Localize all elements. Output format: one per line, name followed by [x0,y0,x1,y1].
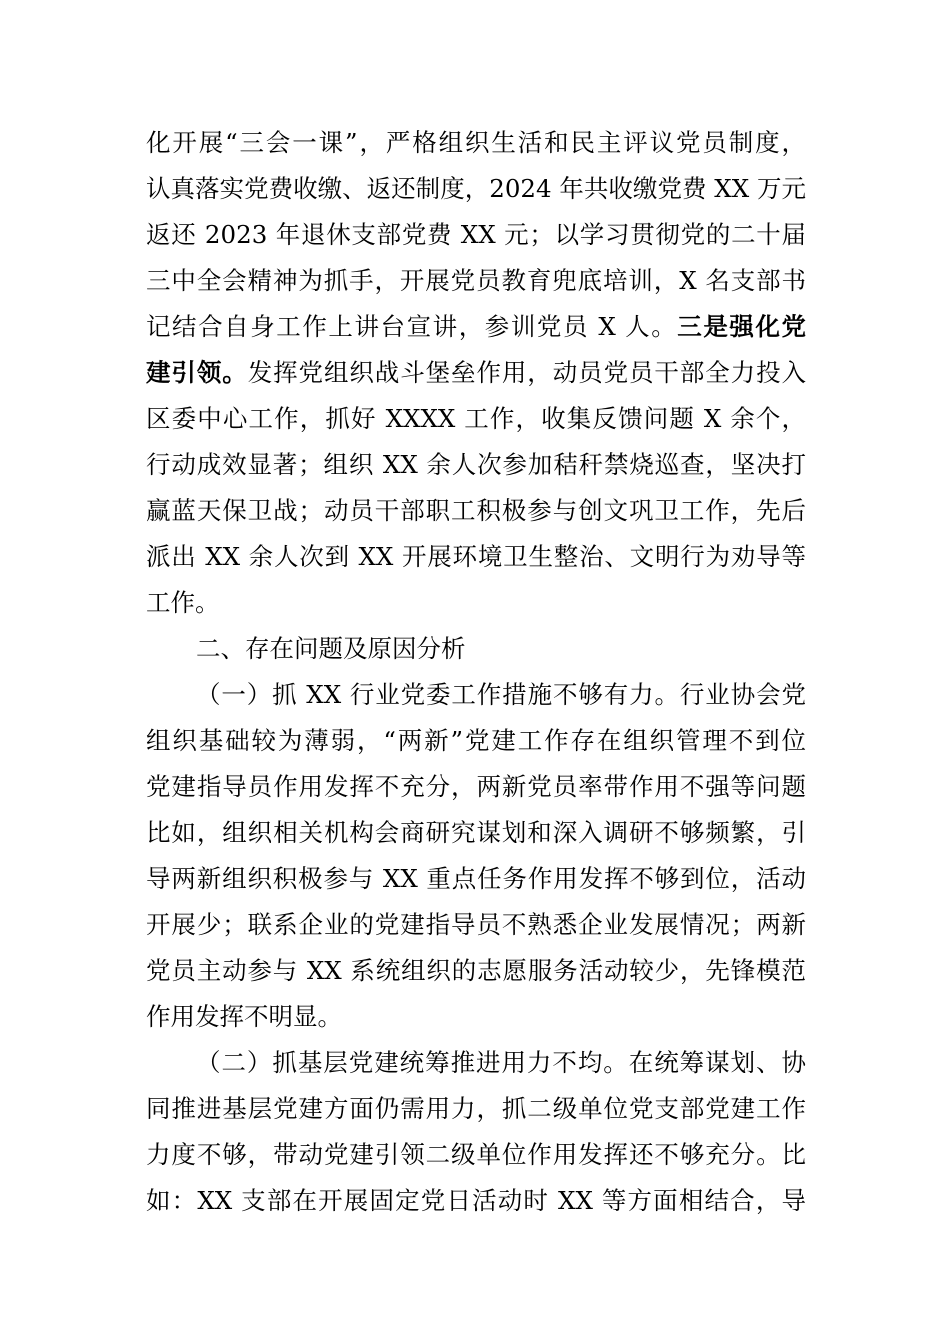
section-heading [196,626,806,672]
text-line [196,672,806,718]
text-segment: 力度不够，带动党建引领二级单位作用发挥还不够充分。比 [146,1140,806,1169]
text-segment: 赢蓝天保卫战；动员干部职工积极参与创文巩卫工作，先后 [146,496,806,525]
text-segment: （一）抓 XX 行业党委工作措施不够有力。行业协会党 [196,680,806,709]
text-segment: （二）抓基层党建统筹推进用力不均。在统筹谋划、协 [196,1048,806,1077]
text-line [146,856,806,902]
text-line [146,1178,806,1224]
text-segment: 比如，组织相关机构会商研究谋划和深入调研不够频繁，引 [146,818,806,847]
text-segment: 三中全会精神为抓手，开展党员教育兜底培训，X 名支部书 [146,266,806,295]
text-line [146,948,806,994]
text-segment: 同推进基层党建方面仍需用力，抓二级单位党支部党建工作 [146,1094,806,1123]
text-line [146,764,806,810]
text-line [146,350,806,396]
text-segment: 党员主动参与 XX 系统组织的志愿服务活动较少，先锋模范 [146,956,806,985]
text-segment: 行动成效显著；组织 XX 余人次参加秸秆禁烧巡查，坚决打 [146,450,806,479]
text-segment: 如：XX 支部在开展固定党日活动时 XX 等方面相结合，导 [146,1186,806,1215]
heading-text: 二、存在问题及原因分析 [196,634,466,663]
text-line [146,442,806,488]
text-segment: 作用发挥不明显。 [146,1002,342,1031]
text-segment: 组织基础较为薄弱，“两新”党建工作存在组织管理不到位 [146,726,806,755]
text-segment: 导两新组织积极参与 XX 重点任务作用发挥不够到位，活动 [146,864,806,893]
text-segment: 开展少；联系企业的党建指导员不熟悉企业发展情况；两新 [146,910,806,939]
text-line [146,810,806,856]
text-line [146,1132,806,1178]
text-line [146,1086,806,1132]
text-line [146,396,806,442]
text-line [146,120,806,166]
text-line [146,902,806,948]
text-line [196,1040,806,1086]
text-line [146,580,806,626]
text-segment: 化开展“三会一课”，严格组织生活和民主评议党员制度， [146,128,806,157]
text-line [146,166,806,212]
text-segment: 记结合自身工作上讲台宣讲，参训党员 X 人。 [146,312,678,341]
text-line [146,994,806,1040]
text-line [146,304,806,350]
text-segment: 返还 2023 年退休支部党费 XX 元；以学习贯彻党的二十届 [146,220,806,249]
text-line [146,534,806,580]
text-segment: 党建指导员作用发挥不充分，两新党员率带作用不强等问题 [146,772,806,801]
text-segment: 派出 XX 余人次到 XX 开展环境卫生整治、文明行为劝导等 [146,542,806,571]
text-line [146,212,806,258]
text-line [146,258,806,304]
text-segment: 发挥党组织战斗堡垒作用，动员党员干部全力投入 [247,358,807,387]
bold-text-segment: 建引领。 [146,358,248,387]
text-segment: 认真落实党费收缴、返还制度，2024 年共收缴党费 XX 万元 [146,174,806,203]
text-segment: 区委中心工作，抓好 XXXX 工作，收集反馈问题 X 余个， [146,404,806,433]
text-line [146,718,806,764]
text-line [146,488,806,534]
bold-text-segment: 三是强化党 [677,312,807,341]
text-segment: 工作。 [146,588,220,617]
